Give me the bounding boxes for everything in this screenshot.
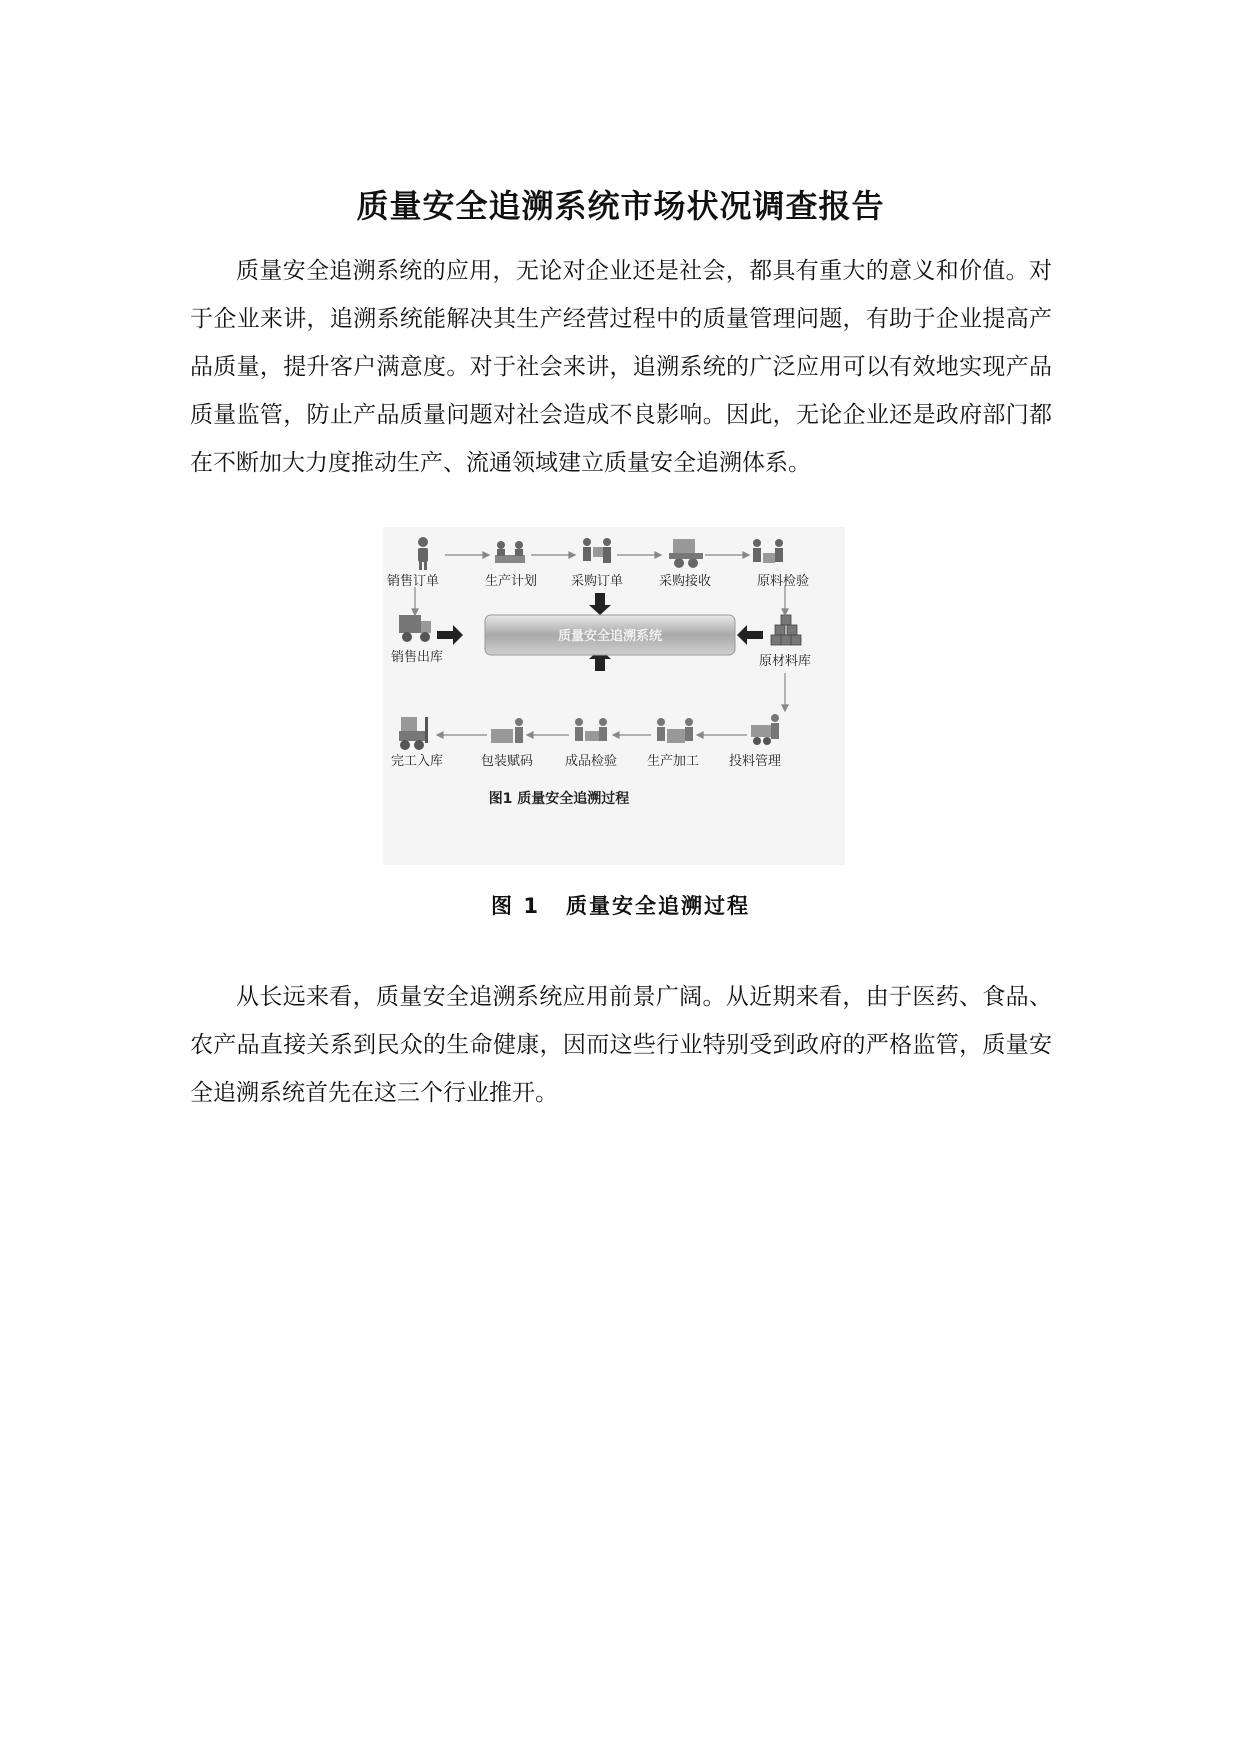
step-material-feeding: 投料管理 [728, 754, 782, 769]
figure-caption [0, 890, 1241, 920]
traceability-figure [383, 527, 845, 865]
step-purchase-receipt: 采购接收 [658, 574, 712, 589]
purchase-person-icon [583, 538, 611, 563]
step-finished-inspection: 成品检验 [564, 754, 618, 769]
feeding-cart-icon [751, 714, 779, 745]
finished-inspection-icon [575, 718, 607, 741]
inspection-icon [753, 539, 783, 563]
step-sales-order: 销售订单 [386, 574, 440, 589]
step-production-processing: 生产加工 [646, 754, 700, 769]
figure-caption-number: 图 1 [491, 894, 540, 918]
step-raw-warehouse: 原材料库 [758, 654, 812, 669]
step-production-plan: 生产计划 [484, 574, 538, 589]
page-title: 质量安全追溯系统市场状况调查报告 [356, 187, 885, 226]
intro-paragraph: 质量安全追溯系统的应用，无论对企业还是社会，都具有重大的意义和价值。对于企业来讲，追溯系统能解决其生产经营过程中的质量管理问题，有助于企业提高产品质量，提升客户满意度。对于社会来讲，追溯系统的广泛应用可以有效地实现产品质量监管，防止产品质量问题对社会造成不良影响。因此，无论企业还是政府部门都在不断加大力度推动生产、流通领域建立质量安全追溯体系。 [190, 258, 1052, 476]
step-sales-outbound: 销售出库 [390, 650, 444, 665]
forklift-icon [399, 717, 428, 750]
figure-caption-text: 质量安全追溯过程 [565, 894, 750, 918]
step-purchase-order: 采购订单 [570, 574, 624, 589]
outlook-paragraph: 从长远来看，质量安全追溯系统应用前景广阔。从近期来看，由于医药、食品、农产品直接关系到民众的生命健康，因而这些行业特别受到政府的严格监管，质量安全追溯系统首先在这三个行业推开。 [190, 984, 1052, 1106]
figure-inner-caption: 图1 质量安全追溯过程 [488, 791, 630, 807]
packaging-icon [491, 718, 523, 743]
meeting-icon [495, 541, 525, 563]
step-completion-storage: 完工入库 [390, 754, 444, 769]
truck-icon [399, 615, 431, 642]
step-packaging-coding: 包装赋码 [480, 754, 534, 769]
step-raw-inspection: 原料检验 [756, 574, 810, 589]
person-icon [418, 537, 428, 570]
warehouse-boxes-icon [771, 615, 801, 645]
processing-icon [657, 718, 693, 743]
center-system-label: 质量安全追溯系统 [557, 629, 663, 644]
receiving-icon [669, 539, 703, 568]
